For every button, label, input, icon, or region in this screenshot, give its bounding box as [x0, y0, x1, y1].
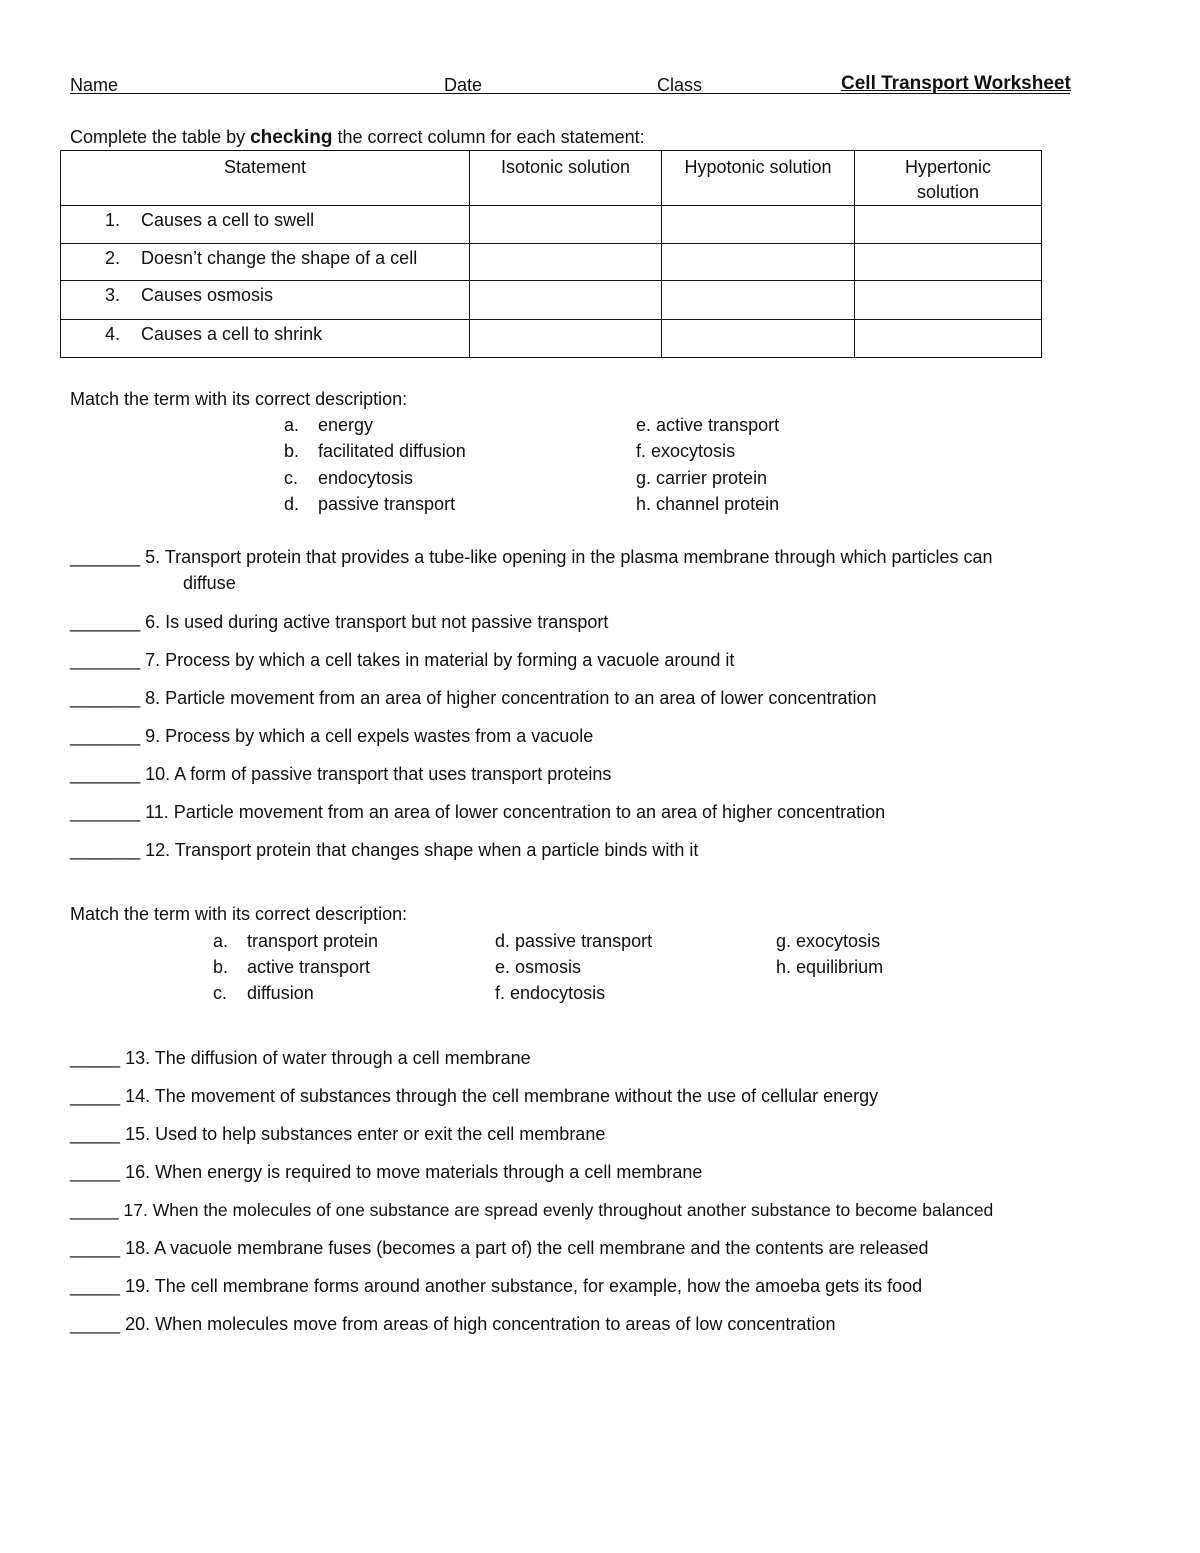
match2-option [213, 931, 228, 952]
row-number: 2. [105, 248, 121, 268]
row-number: 1. [105, 210, 121, 230]
option-letter: d. [495, 931, 511, 951]
table-instruction [70, 127, 645, 149]
question-text: 13. The diffusion of water through a cell membrane [125, 1048, 531, 1068]
answer-blank[interactable]: _______ [70, 612, 141, 632]
match1-option [636, 441, 735, 462]
check-cell-isotonic[interactable] [470, 320, 662, 358]
instruction-bold: checking [250, 127, 333, 148]
table-header-row [61, 151, 1042, 206]
match1-instruction: Match the term with its correct description: [70, 389, 408, 409]
match2-option [213, 983, 227, 1004]
option-term: equilibrium [796, 957, 884, 977]
page-title: Cell Transport Worksheet [841, 73, 1071, 94]
name-label: Name [70, 75, 119, 95]
match2-option [776, 957, 883, 978]
option-term: osmosis [515, 957, 582, 977]
option-letter: a. [213, 931, 229, 951]
match1-option [284, 494, 299, 515]
question-text: 9. Process by which a cell expels wastes from a vacuole [145, 726, 594, 746]
table-row [61, 244, 1042, 281]
option-letter: b. [213, 957, 229, 977]
question [70, 802, 885, 823]
option-letter: h. [636, 494, 652, 514]
answer-blank[interactable]: _____ [70, 1048, 121, 1068]
option-term: endocytosis [510, 983, 606, 1003]
table-row [61, 320, 1042, 358]
check-cell-hypertonic[interactable] [855, 206, 1042, 244]
class-label: Class [657, 75, 703, 95]
statement-cell [61, 281, 470, 320]
answer-blank[interactable]: _______ [70, 764, 141, 784]
question [70, 1276, 922, 1297]
check-cell-hypertonic[interactable] [855, 320, 1042, 358]
row-number: 4. [105, 324, 121, 344]
option-letter: e. [495, 957, 511, 977]
match1-option [284, 441, 299, 462]
match2-option [776, 931, 880, 952]
question-text: 7. Process by which a cell takes in material by forming a vacuole around it [145, 650, 735, 670]
question-text: 20. When molecules move from areas of high concentration to areas of low concentration [125, 1314, 836, 1334]
match2-instruction: Match the term with its correct description: [70, 904, 408, 924]
check-cell-hypotonic[interactable] [662, 244, 855, 281]
question-text: 5. Transport protein that provides a tube-like opening in the plasma membrane through which particles can [145, 547, 993, 567]
question-text: 18. A vacuole membrane fuses (becomes a part of) the cell membrane and the contents are released [125, 1238, 929, 1258]
question-text: 8. Particle movement from an area of higher concentration to an area of lower concentration [145, 688, 877, 708]
question-text: 17. When the molecules of one substance are spread evenly throughout another substance to become balanced [123, 1200, 994, 1220]
col-statement: Statement [61, 151, 470, 206]
question [70, 1162, 702, 1183]
question-continuation: diffuse [183, 573, 236, 593]
question-text: 11. Particle movement from an area of lower concentration to an area of higher concentration [145, 802, 886, 822]
row-text: Causes a cell to shrink [141, 324, 323, 344]
row-text: Causes osmosis [141, 285, 274, 305]
question-text: 12. Transport protein that changes shape when a particle binds with it [145, 840, 699, 860]
row-text: Doesn’t change the shape of a cell [141, 248, 418, 268]
question-text: 16. When energy is required to move materials through a cell membrane [125, 1162, 703, 1182]
option-letter: d. [284, 494, 300, 514]
match1-option-term: energy [318, 415, 374, 435]
statement-cell [61, 244, 470, 281]
answer-blank[interactable]: _______ [70, 840, 141, 860]
statement-cell [61, 320, 470, 358]
solution-table [60, 150, 1042, 358]
match2-option [495, 983, 605, 1004]
option-letter: b. [284, 441, 300, 461]
question-text: 14. The movement of substances through the cell membrane without the use of cellular energy [125, 1086, 879, 1106]
option-letter: h. [776, 957, 792, 977]
instruction-post: the correct column for each statement: [332, 127, 645, 147]
instruction-pre: Complete the table by [70, 127, 251, 147]
answer-blank[interactable]: _____ [70, 1276, 121, 1296]
option-letter: c. [213, 983, 228, 1003]
answer-blank[interactable]: _______ [70, 726, 141, 746]
check-cell-hypotonic[interactable] [662, 281, 855, 320]
check-cell-hypertonic[interactable] [855, 281, 1042, 320]
match1-option [636, 415, 779, 436]
row-number: 3. [105, 285, 121, 305]
match1-option [636, 494, 779, 515]
match2-option [213, 957, 228, 978]
statement-cell [61, 206, 470, 244]
question [70, 1086, 878, 1107]
question [70, 840, 698, 861]
answer-blank[interactable]: _____ [70, 1200, 119, 1220]
option-term: carrier protein [656, 468, 768, 488]
option-term: exocytosis [796, 931, 881, 951]
answer-blank[interactable]: _______ [70, 547, 141, 567]
question [70, 1314, 835, 1335]
answer-blank[interactable]: _____ [70, 1314, 121, 1334]
option-letter: g. [636, 468, 652, 488]
answer-blank[interactable]: _____ [70, 1124, 121, 1144]
match1-option [284, 415, 299, 436]
col-hypotonic: Hypotonic solution [662, 151, 855, 206]
col-isotonic: Isotonic solution [470, 151, 662, 206]
table-row [61, 281, 1042, 320]
question [70, 547, 993, 568]
answer-blank[interactable]: _______ [70, 688, 141, 708]
option-letter: c. [284, 468, 299, 488]
question-text: 15. Used to help substances enter or exit the cell membrane [125, 1124, 606, 1144]
col-hypertonic: Hypertonic solution [855, 151, 1042, 206]
match2-option-term: transport protein [247, 931, 379, 951]
check-cell-hypotonic[interactable] [662, 206, 855, 244]
match2-option [495, 957, 581, 978]
option-term: passive transport [515, 931, 653, 951]
match1-option [284, 468, 298, 489]
question [70, 726, 593, 747]
match1-option-term: facilitated diffusion [318, 441, 466, 461]
check-cell-isotonic[interactable] [470, 281, 662, 320]
match1-option [636, 468, 767, 489]
question [70, 764, 611, 785]
answer-blank[interactable]: _____ [70, 1162, 121, 1182]
option-term: exocytosis [651, 441, 736, 461]
question-text: 10. A form of passive transport that uses transport proteins [145, 764, 612, 784]
answer-blank[interactable]: _____ [70, 1238, 121, 1258]
match2-option [495, 931, 652, 952]
option-letter: a. [284, 415, 300, 435]
table-row [61, 206, 1042, 244]
row-text: Causes a cell to swell [141, 210, 315, 230]
date-label: Date [444, 75, 483, 95]
question [70, 1124, 605, 1145]
option-term: channel protein [656, 494, 780, 514]
question [70, 1238, 929, 1259]
question [70, 650, 734, 671]
check-cell-isotonic[interactable] [470, 206, 662, 244]
question-text: 6. Is used during active transport but not passive transport [145, 612, 609, 632]
check-cell-hypotonic[interactable] [662, 320, 855, 358]
answer-blank[interactable]: _____ [70, 1086, 121, 1106]
option-letter: g. [776, 931, 792, 951]
match1-option-term: endocytosis [318, 468, 414, 488]
question [70, 688, 877, 709]
question [70, 1200, 993, 1221]
option-letter: e. [636, 415, 652, 435]
option-term: active transport [656, 415, 780, 435]
check-cell-isotonic[interactable] [470, 244, 662, 281]
question [70, 1048, 531, 1069]
question-text: 19. The cell membrane forms around another substance, for example, how the amoeba gets its food [125, 1276, 923, 1296]
answer-blank[interactable]: _______ [70, 802, 141, 822]
option-letter: f. [495, 983, 506, 1003]
check-cell-hypertonic[interactable] [855, 244, 1042, 281]
answer-blank[interactable]: _______ [70, 650, 141, 670]
option-letter: f. [636, 441, 647, 461]
match2-option-term: diffusion [247, 983, 314, 1003]
match1-option-term: passive transport [318, 494, 456, 514]
question [70, 612, 608, 633]
match2-option-term: active transport [247, 957, 371, 977]
